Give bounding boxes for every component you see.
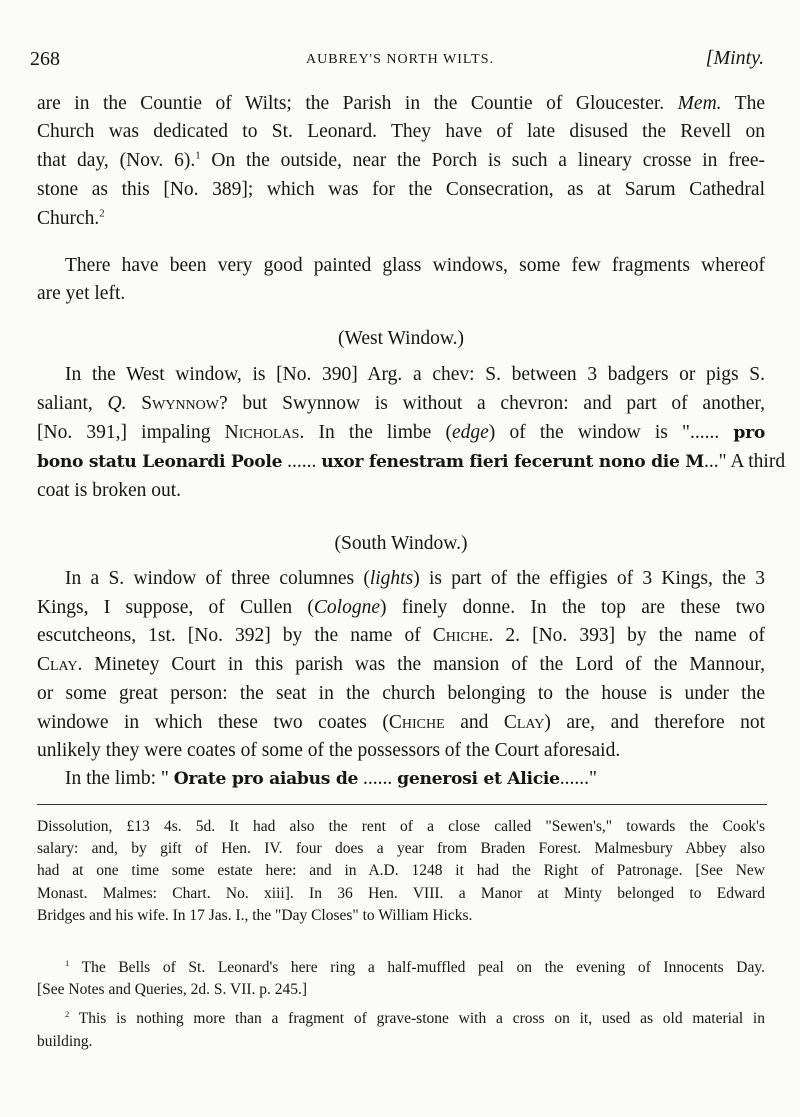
text-line [37,682,765,706]
text-line [37,327,765,351]
text-segment: Monast. Malmes: Chart. No. xiii]. In 36 Hen. VIII. a Manor at Minty belonged to Edward [37,885,765,902]
text-line [37,120,765,144]
text-segment: Church was dedicated to St. Leonard. They have of late disused the Revell on [37,121,765,142]
text-segment: ...... [282,451,322,472]
text-segment: that day, (Nov. 6). [37,150,196,171]
blackletter-text: uxor fenestram fieri fecerunt nono die M [321,452,704,472]
text-segment: [See Notes and Queries, 2d. S. VII. p. 245.] [37,981,308,998]
text-segment: Cologne [313,597,380,618]
footnote-marker: 2 [99,207,105,220]
text-segment: building. [37,1033,93,1050]
text-segment: There have been very good painted glass windows, some few fragments whereof [65,255,765,276]
text-segment: are yet left. [37,283,126,304]
text-segment: ...... [358,768,398,789]
text-segment: [No. 391,] impaling [37,422,225,443]
footnote-divider [37,804,767,805]
text-segment: On the outside, near the Porch is such a lineary crosse in free- [200,150,765,171]
text-segment: ) are, and therefore not [544,712,766,733]
text-line [37,92,765,116]
text-segment: . Minetey Court in this parish was the mansion of the Lord of the Mannour, [77,654,765,675]
text-segment: Clay [503,712,545,733]
text-segment: ) finely donne. In the top are these two [379,597,765,618]
text-line [37,596,765,620]
footnote-line [37,861,765,881]
footnote-line [37,817,765,837]
text-segment: are in the Countie of Wilts; the Parish in the Countie of Gloucester. [37,93,678,114]
footnote-line [65,958,765,978]
footnote-line [37,1032,765,1052]
text-line [65,567,765,591]
footnote-line [37,884,765,904]
text-segment: Dissolution, £13 4s. 5d. It had also the rent of a close called "Sewen's," towards the Cook's [37,818,765,835]
text-line [37,392,765,416]
text-segment: (South Window.) [334,533,468,554]
text-segment: stone as this [No. 389]; which was for the Consecration, as at Sarum Cathedral [37,179,765,200]
text-line [37,653,765,677]
footnote-marker: 1 [195,149,201,162]
text-line [37,739,765,763]
text-segment: lights [369,568,414,589]
text-line [65,254,765,278]
blackletter-text: Orate pro aiabus de [173,769,359,789]
footnote-line [37,980,765,1000]
text-line [65,363,765,387]
blackletter-text: generosi et Alicie [397,769,560,789]
text-segment: edge [451,422,489,443]
footnote-marker: 2 [65,1009,70,1020]
text-segment: ) is part of the effigies of 3 Kings, the 3 [413,568,765,589]
text-line [37,207,765,231]
footnote-line [65,1009,765,1029]
text-segment: Q. [107,393,127,414]
text-line [37,450,786,474]
text-segment: ? but Swynnow is without a chevron: and part of another, [219,393,765,414]
text-segment [127,393,142,414]
text-line [37,178,765,202]
text-segment: Chiche [432,625,489,646]
text-segment: escutcheons, 1st. [No. 392] by the name of [37,625,433,646]
running-title: AUBREY'S NORTH WILTS. [306,52,494,67]
text-segment: Chiche [388,712,445,733]
text-segment: unlikely they were coates of some of the possessors of the Court aforesaid. [37,740,621,761]
text-line [37,479,765,503]
text-segment: windowe in which these two coates ( [37,712,389,733]
text-segment: In a S. window of three columnes ( [65,568,370,589]
text-segment: had at one time some estate here: and in A.D. 1248 it had the Right of Patronage. [See New [37,862,765,879]
text-segment: Bridges and his wife. In 17 Jas. I., the "Day Closes" to William Hicks. [37,907,473,924]
text-line [37,532,765,556]
text-segment: In the limb: " [65,768,174,789]
text-segment: Nicholas [224,422,300,443]
text-segment: salary: and, by gift of Hen. IV. four does a year from Braden Forest. Malmesbury Abbey also [37,840,765,857]
page-number: 268 [30,48,60,70]
text-line [37,282,765,306]
text-segment: (West Window.) [338,328,464,349]
footnote-line [37,906,765,926]
text-line [37,624,765,648]
text-segment: saliant, [37,393,108,414]
footnote-line [37,839,765,859]
text-segment: Kings, I suppose, of Cullen ( [37,597,314,618]
text-segment: The [721,93,765,114]
text-segment: Clay [37,654,78,675]
text-segment: In the West window, is [No. 390] Arg. a chev: S. between 3 badgers or pigs S. [65,364,765,385]
text-segment: . In the limbe ( [299,422,452,443]
text-segment: Swynnow [141,393,219,414]
blackletter-text: pro [733,423,765,443]
text-segment: . 2. [No. 393] by the name of [488,625,765,646]
text-line [37,711,765,735]
text-segment: Mem. [677,93,722,114]
text-segment: ) of the window is "...... [488,422,734,443]
text-line [37,149,765,173]
text-segment: ..." A third [704,451,786,472]
text-segment: ......" [559,768,597,789]
text-segment: The Bells of St. Leonard's here ring a half-muffled peal on the evening of Innocents Day. [69,959,765,976]
text-segment: Church. [37,208,100,229]
footnote-marker: 1 [65,958,70,969]
text-segment: This is nothing more than a fragment of grave-stone with a cross on it, used as old material in [69,1010,765,1027]
text-line [65,767,765,791]
blackletter-text: bono statu Leonardi Poole [37,452,283,472]
text-segment: and [444,712,504,733]
text-segment: or some great person: the seat in the church belonging to the house is under the [37,683,765,704]
text-segment: coat is broken out. [37,480,182,501]
text-line [37,421,765,445]
section-title: [Minty. [705,47,764,69]
